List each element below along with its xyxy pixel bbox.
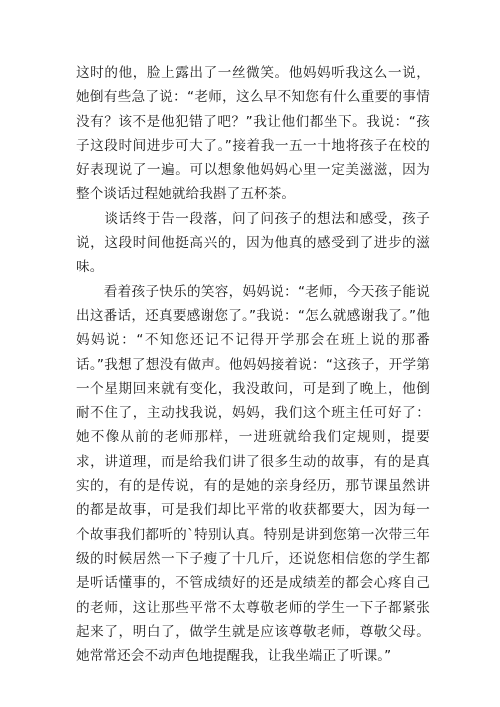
paragraph-1: 这时的他，脸上露出了一丝微笑。他妈妈听我这么一说，她倒有些急了说：“老师，这么早不知您有什么重要的事情没有？该不是他犯错了吧？”我让他们都坐下。我说：“孩子这段时间进步可大了。”接着我一五一十地将孩子在校的好表现说了一遍。可以想象他妈妈心里一定美滋滋，因为整个谈话过程她就给我斟了五杯茶。 bbox=[76, 65, 430, 203]
document-body bbox=[76, 61, 430, 668]
paragraph-2: 谈话终于告一段落，问了问孩子的想法和感受，孩子说，这段时间他挺高兴的，因为他真的感受到了进步的滋味。 bbox=[76, 210, 430, 276]
paragraph-3: 看着孩子快乐的笑容，妈妈说：“老师，今天孩子能说出这番话，还真要感谢您了。”我说：“怎么就感谢我了。”他妈妈说：“不知您还记不记得开学那会在班上说的那番话。”我想了想没有做声。他妈妈接着说：“这孩子，开学第一个星期回来就有变化，我没敢问，可是到了晚上，他倒耐不住了，主动找我说，妈妈，我们这个班主任可好了：她不像从前的老师那样，一进班就给我们定规则，提要求，讲道理，而是给我们讲了很多生动的故事，有的是真实的，有的是传说，有的是她的亲身经历，那节课虽然讲的都是故事，可是我们却比平常的收获都要大，因为每一个故事我们都听的`特别认真。特别是讲到您第一次带三年级的时候居然一下子瘦了十几斤，还说您相信您的学生都是听话懂事的，不管成绩好的还是成绩差的都会心疼自己的老师，这让那些平常不太尊敬老师的学生一下子都紧张起来了，明白了，做学生就是应该尊敬老师，尊敬父母。她常常还会不动声色地提醒我，让我坐端正了听课。” bbox=[76, 283, 430, 665]
